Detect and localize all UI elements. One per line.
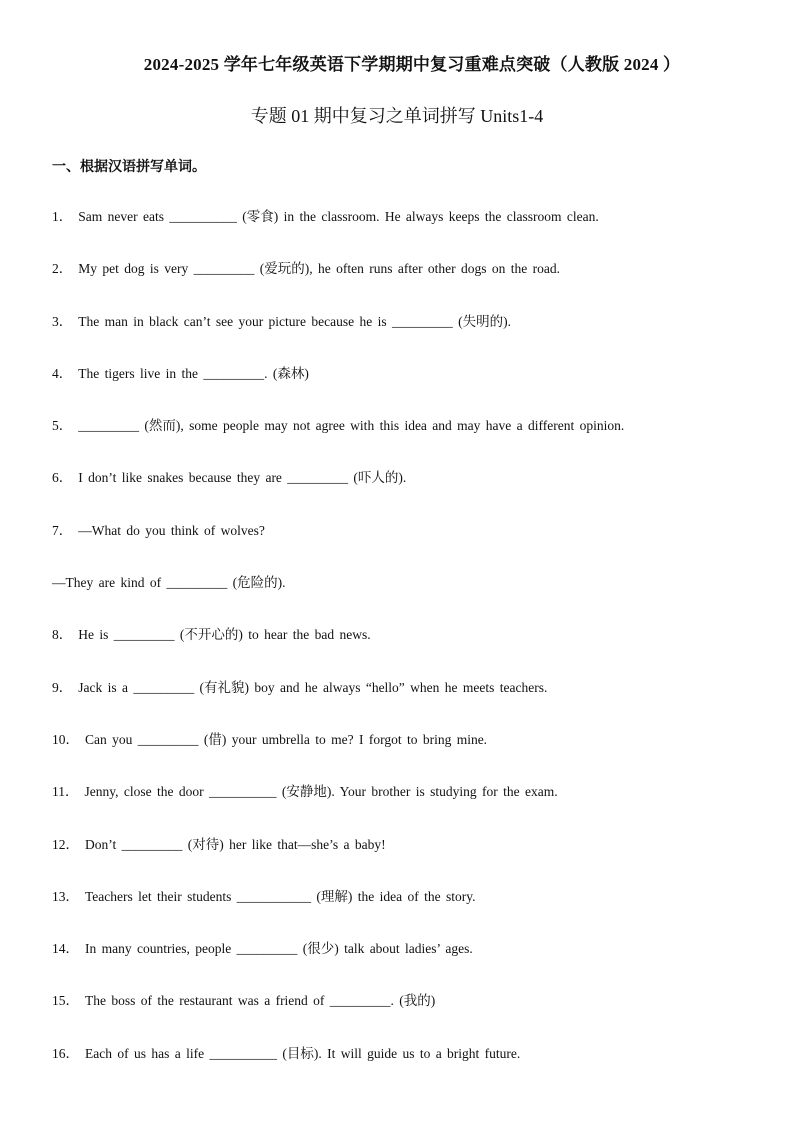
question-text: —What do you think of wolves? <box>78 522 265 538</box>
question-number: 12． <box>52 836 79 852</box>
question-number: 5． <box>52 418 73 434</box>
section-heading: 一、根据汉语拼写单词。 <box>52 160 206 175</box>
question-item <box>52 730 752 782</box>
question-item <box>52 207 752 259</box>
question-item <box>52 521 752 573</box>
question-item <box>52 1044 752 1096</box>
question-text: Teachers let their students ___________ (理解) the idea of the story. <box>85 888 476 904</box>
question-number: 13． <box>52 888 79 904</box>
question-number: 1． <box>52 209 73 224</box>
question-number: 8． <box>52 627 73 643</box>
document-subtitle: 专题 01 期中复习之单词拼写 Units1-4 <box>250 106 544 126</box>
question-text: The boss of the restaurant was a friend of _________. (我的) <box>85 993 436 1009</box>
question-text: Sam never eats __________ (零食) in the classroom. He always keeps the classroom clean. <box>78 209 599 224</box>
question-number: 4． <box>52 365 73 381</box>
question-item <box>52 782 752 834</box>
question-answer-line <box>52 573 752 625</box>
question-text: Jack is a _________ (有礼貌) boy and he always “hello” when he meets teachers. <box>78 679 548 695</box>
question-item <box>52 678 752 730</box>
question-text: Can you _________ (借) your umbrella to me? I forgot to bring mine. <box>85 731 488 747</box>
question-text: The tigers live in the _________. (森林) <box>78 365 309 381</box>
question-item <box>52 887 752 939</box>
question-text: _________ (然而), some people may not agree with this idea and may have a different opinion. <box>78 418 625 434</box>
question-item <box>52 312 752 364</box>
question-text: Don’t _________ (对待) her like that—she’s a baby! <box>85 836 386 852</box>
question-item <box>52 364 752 416</box>
document-title <box>0 50 794 75</box>
question-text: He is _________ (不开心的) to hear the bad news. <box>78 627 371 643</box>
question-text: —They are kind of _________ (危险的). <box>52 575 286 591</box>
question-item <box>52 991 752 1043</box>
question-item <box>52 625 752 677</box>
question-item <box>52 468 752 520</box>
question-number: 9． <box>52 679 73 695</box>
question-number: 2． <box>52 261 73 277</box>
question-number: 11． <box>52 784 79 800</box>
question-number: 7． <box>52 522 73 538</box>
question-number: 14． <box>52 941 79 957</box>
question-text: My pet dog is very _________ (爱玩的), he often runs after other dogs on the road. <box>78 261 561 277</box>
question-item <box>52 835 752 887</box>
question-text: I don’t like snakes because they are _________ (吓人的). <box>78 470 407 486</box>
question-text: In many countries, people _________ (很少) talk about ladies’ ages. <box>85 941 473 957</box>
question-item <box>52 939 752 991</box>
question-item <box>52 416 752 468</box>
question-text: Jenny, close the door __________ (安静地). Your brother is studying for the exam. <box>84 784 558 800</box>
question-number: 6． <box>52 470 73 486</box>
question-number: 10． <box>52 731 79 747</box>
question-number: 16． <box>52 1045 79 1061</box>
question-number: 3． <box>52 313 73 329</box>
document-title-text: 2024-2025 学年七年级英语下学期期中复习重难点突破（人教版 2024 ） <box>143 55 681 74</box>
question-list <box>52 207 752 1096</box>
question-text: The man in black can’t see your picture because he is _________ (失明的). <box>78 313 512 329</box>
question-item <box>52 259 752 311</box>
question-number: 15． <box>52 993 79 1009</box>
question-text: Each of us has a life __________ (目标). It will guide us to a bright future. <box>85 1045 521 1061</box>
